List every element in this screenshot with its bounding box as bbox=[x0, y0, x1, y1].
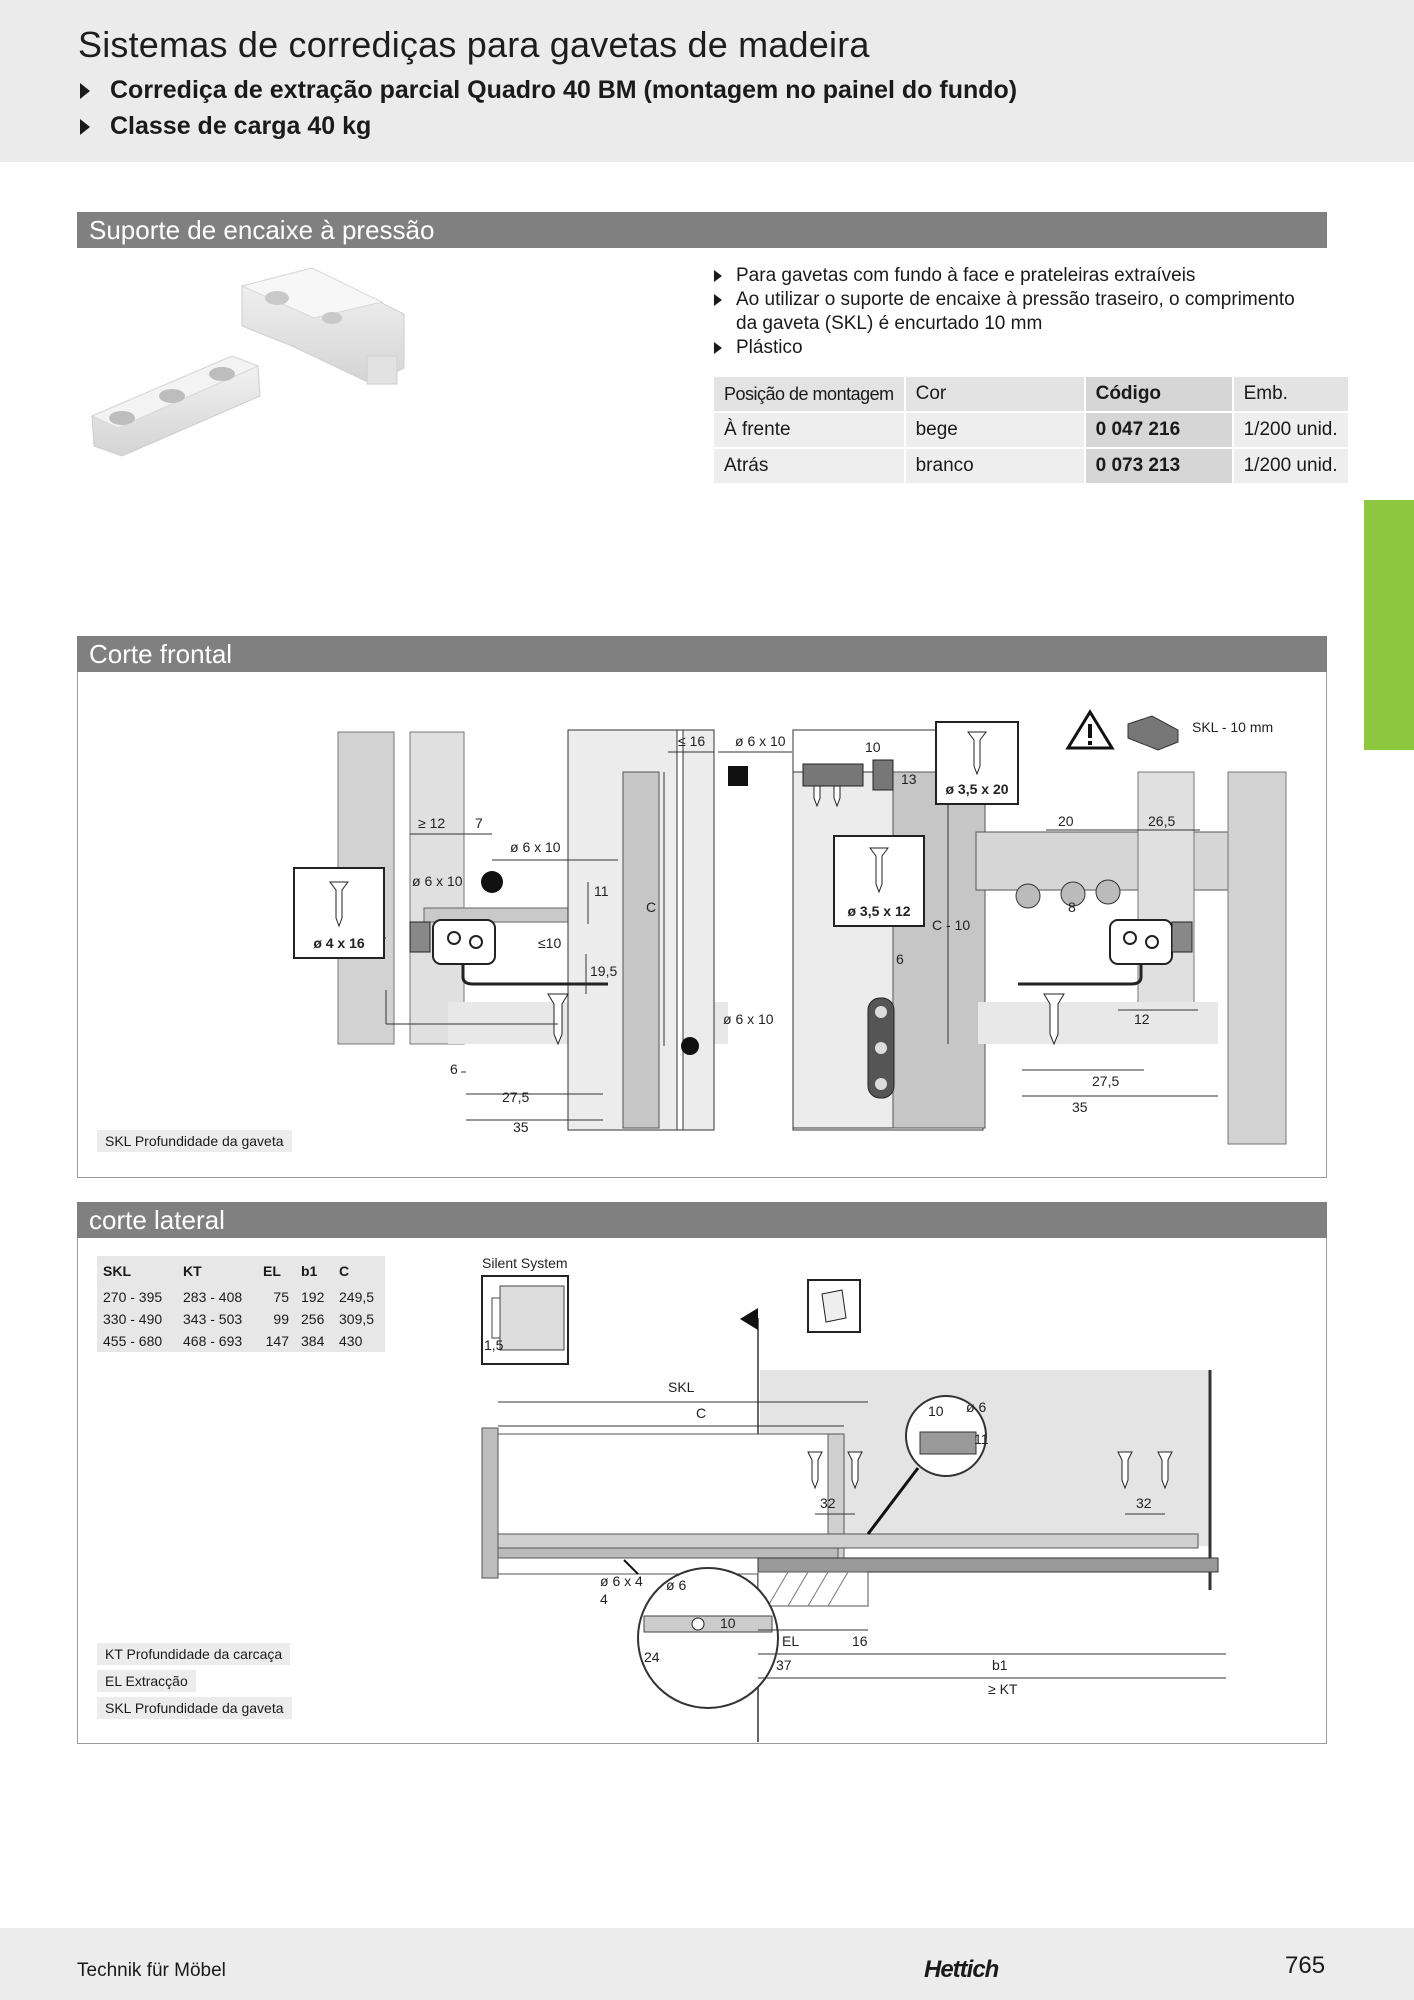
chapter-tab bbox=[1364, 500, 1414, 750]
table-header: SKL bbox=[97, 1256, 177, 1286]
table-cell: 455 - 680 bbox=[97, 1330, 177, 1352]
table-cell: 0 073 213 bbox=[1085, 448, 1233, 484]
table-header: Código bbox=[1085, 377, 1233, 412]
dim-label: ≥ KT bbox=[988, 1681, 1018, 1697]
dim-label: 4 bbox=[600, 1591, 608, 1607]
dim-label: ø 6 x 4 bbox=[600, 1573, 643, 1589]
silent-system-label: Silent System bbox=[482, 1255, 568, 1271]
table-header: Cor bbox=[905, 377, 1085, 412]
dim-label: b1 bbox=[992, 1657, 1008, 1673]
table-row bbox=[714, 412, 1349, 448]
dim-label: ø 6 x 10 bbox=[735, 733, 786, 749]
bullet-arrow-icon bbox=[714, 294, 722, 306]
section-bar-corte-lateral: corte lateral bbox=[77, 1202, 1327, 1238]
dim-label: ≥ 12 bbox=[418, 815, 446, 831]
dim-label: 26,5 bbox=[1148, 813, 1176, 829]
screw-size-label: ø 3,5 x 12 bbox=[847, 903, 911, 919]
table-cell: 343 - 503 bbox=[177, 1308, 257, 1330]
feature-list bbox=[714, 264, 1314, 360]
warning-text: SKL - 10 mm bbox=[1192, 719, 1274, 735]
dim-label: 6 bbox=[450, 1061, 458, 1077]
dim-label: 11 bbox=[974, 1431, 989, 1447]
page-footer bbox=[0, 1928, 1414, 2000]
dim-label: 13 bbox=[901, 771, 917, 787]
table-cell: 249,5 bbox=[333, 1286, 385, 1308]
table-header: Posição de montagem bbox=[714, 377, 905, 412]
table-cell: 468 - 693 bbox=[177, 1330, 257, 1352]
dim-label: 10 bbox=[928, 1403, 944, 1419]
table-cell: 1/200 unid. bbox=[1233, 412, 1349, 448]
subtitle-1: Corrediça de extração parcial Quadro 40 BM (montagem no painel do fundo) bbox=[80, 76, 1017, 105]
table-cell: branco bbox=[905, 448, 1085, 484]
table-row bbox=[714, 448, 1349, 484]
dim-label: 27,5 bbox=[1092, 1073, 1120, 1089]
screw-label-4x16 bbox=[294, 868, 384, 958]
list-item: Plástico bbox=[714, 336, 1314, 360]
front-section-drawing bbox=[78, 672, 1326, 1176]
dim-label: 20 bbox=[1058, 813, 1074, 829]
table-header: KT bbox=[177, 1256, 257, 1286]
dim-label: EL bbox=[782, 1633, 800, 1649]
table-cell: bege bbox=[905, 412, 1085, 448]
list-item: Ao utilizar o suporte de encaixe à pressão traseiro, o comprimento da gaveta (SKL) é encurtado 10 mm bbox=[714, 288, 1314, 336]
table-cell: 384 bbox=[295, 1330, 333, 1352]
dim-label: 16 bbox=[852, 1633, 868, 1649]
legend-kt: KT Profundidade da carcaça bbox=[97, 1643, 290, 1665]
legend-el: EL Extracção bbox=[97, 1670, 196, 1692]
table-cell: 309,5 bbox=[333, 1308, 385, 1330]
warning-icon bbox=[1068, 712, 1112, 748]
bullet-arrow-icon bbox=[714, 342, 722, 354]
table-cell: 192 bbox=[295, 1286, 333, 1308]
dim-label: 35 bbox=[513, 1119, 529, 1135]
dim-label: 11 bbox=[594, 883, 609, 899]
table-cell: 256 bbox=[295, 1308, 333, 1330]
table-cell: 283 - 408 bbox=[177, 1286, 257, 1308]
page-number: 765 bbox=[1285, 1952, 1326, 1979]
dim-label: ø 6 x 10 bbox=[412, 873, 463, 889]
screw-label-3-5x12 bbox=[834, 836, 924, 926]
screw-size-label: ø 3,5 x 20 bbox=[945, 781, 1009, 797]
table-cell: 147 bbox=[257, 1330, 295, 1352]
page-header bbox=[0, 0, 1414, 162]
table-header: Emb. bbox=[1233, 377, 1349, 412]
table-cell: 1/200 unid. bbox=[1233, 448, 1349, 484]
dim-label: 7 bbox=[475, 815, 483, 831]
dim-label: ø 6 x 10 bbox=[510, 839, 561, 855]
product-photo bbox=[82, 256, 432, 496]
legend-skl: SKL Profundidade da gaveta bbox=[97, 1130, 292, 1152]
dim-label: ≤ 16 bbox=[678, 733, 706, 749]
table-header: b1 bbox=[295, 1256, 333, 1286]
table-header-row bbox=[714, 377, 1349, 412]
table-cell: 270 - 395 bbox=[97, 1286, 177, 1308]
dim-label: C bbox=[696, 1405, 707, 1421]
dim-label: C - 10 bbox=[932, 917, 971, 933]
dim-label: 8 bbox=[1068, 899, 1076, 915]
screw-size-label: ø 4 x 16 bbox=[313, 935, 365, 951]
table-cell: 430 bbox=[333, 1330, 385, 1352]
legend-skl: SKL Profundidade da gaveta bbox=[97, 1697, 292, 1719]
subtitle-2: Classe de carga 40 kg bbox=[80, 112, 371, 141]
section-bar-corte-frontal: Corte frontal bbox=[77, 636, 1327, 672]
dim-label: 24 bbox=[644, 1649, 660, 1665]
dim-label: 1,5 bbox=[484, 1337, 504, 1353]
dim-label: ≤10 bbox=[538, 935, 562, 951]
page-title: Sistemas de corrediças para gavetas de madeira bbox=[78, 24, 870, 65]
table-cell: 330 - 490 bbox=[97, 1308, 177, 1330]
section-bar-suporte: Suporte de encaixe à pressão bbox=[77, 212, 1327, 248]
dim-label: 10 bbox=[720, 1615, 736, 1631]
table-cell: 75 bbox=[257, 1286, 295, 1308]
table-cell: Atrás bbox=[714, 448, 905, 484]
dim-label: C bbox=[646, 899, 657, 915]
dim-label: SKL bbox=[668, 1379, 695, 1395]
table-cell: 99 bbox=[257, 1308, 295, 1330]
bullet-arrow-icon bbox=[80, 83, 90, 99]
dim-label: ø 6 bbox=[666, 1577, 687, 1593]
dim-label: 35 bbox=[1072, 1099, 1088, 1115]
side-section-drawing bbox=[78, 1238, 1326, 1742]
list-item: Para gavetas com fundo à face e prateleiras extraíveis bbox=[714, 264, 1314, 288]
screw-label-3-5x20 bbox=[936, 722, 1018, 804]
table-cell: À frente bbox=[714, 412, 905, 448]
table-cell: 0 047 216 bbox=[1085, 412, 1233, 448]
dim-label: ø 6 bbox=[966, 1399, 987, 1415]
table-header: EL bbox=[257, 1256, 295, 1286]
table-header: C bbox=[333, 1256, 385, 1286]
brand-logo: Hettich bbox=[924, 1956, 999, 1983]
dim-label: 32 bbox=[1136, 1495, 1152, 1511]
bracket-icon bbox=[1128, 716, 1178, 750]
dim-label: 6 bbox=[896, 951, 904, 967]
dim-label: ø 6 x 10 bbox=[723, 1011, 774, 1027]
dim-label: 32 bbox=[820, 1495, 836, 1511]
bullet-arrow-icon bbox=[714, 270, 722, 282]
dim-label: 27,5 bbox=[502, 1089, 530, 1105]
product-table bbox=[714, 377, 1350, 485]
dim-label: 37 bbox=[776, 1657, 792, 1673]
dim-label: 10 bbox=[865, 739, 881, 755]
dim-label: 19,5 bbox=[590, 963, 618, 979]
footer-text: Technik für Möbel bbox=[77, 1960, 226, 1981]
bullet-arrow-icon bbox=[80, 119, 90, 135]
dim-label: 12 bbox=[1134, 1011, 1150, 1027]
